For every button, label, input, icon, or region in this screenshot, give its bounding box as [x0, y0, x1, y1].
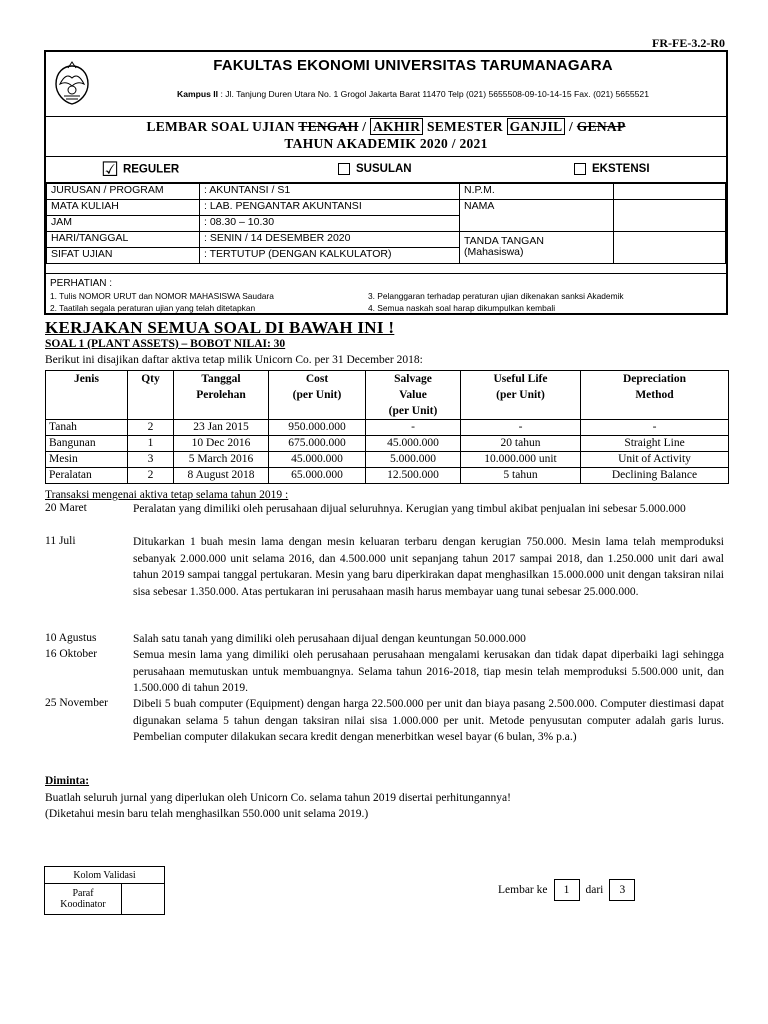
transaction-text: Peralatan yang dimiliki oleh perusahaan dijual seluruhnya. Kerugian yang timbul akibat penjualan ini sebesar 5.000.000 [133, 503, 686, 515]
table-row: Bangunan 1 10 Dec 2016 675.000.000 45.000.000 20 tahun Straight Line [46, 436, 729, 452]
exam-notes [46, 273, 726, 314]
campus-address [100, 89, 726, 99]
signature-field [614, 232, 726, 264]
info-value: : SENIN / 14 DESEMBER 2020 [200, 232, 460, 248]
transactions-heading: Transaksi mengenai aktiva tetap selama tahun 2019 : [45, 489, 289, 501]
transaction-date: 10 Agustus [45, 632, 97, 644]
validation-title: Kolom Validasi [45, 867, 165, 884]
transaction-date: 11 Juli [45, 535, 76, 547]
sheet-counter: Lembar ke 1 dari 3 [498, 879, 641, 901]
checkbox-icon [574, 163, 586, 175]
column-header: Qty [128, 371, 174, 420]
exam-title-prefix: LEMBAR SOAL UJIAN [146, 119, 295, 134]
column-header: Tanggal Perolehan [174, 371, 269, 420]
info-label: JURUSAN / PROGRAM [47, 184, 200, 200]
sheet-number: 1 [554, 879, 580, 901]
transaction-date: 16 Oktober [45, 648, 98, 660]
transaction-date: 25 November [45, 697, 108, 709]
option-susulan: SUSULAN [338, 163, 412, 175]
info-label: JAM [47, 216, 200, 232]
faculty-name: FAKULTAS EKONOMI UNIVERSITAS TARUMANAGARA [213, 57, 613, 74]
exam-title-semester: SEMESTER [426, 119, 503, 134]
checkbox-icon [338, 163, 350, 175]
info-value: : TERTUTUP (DENGAN KALKULATOR) [200, 248, 460, 264]
column-header: Jenis [46, 371, 128, 420]
exam-title: LEMBAR SOAL UJIAN TENGAH / AKHIR SEMESTER GANJIL / GENAP [146, 119, 626, 134]
info-label: SIFAT UJIAN [47, 248, 200, 264]
exam-title-tengah: TENGAH [298, 119, 359, 134]
signature-label: TANDA TANGAN (Mahasiswa) [460, 232, 614, 264]
info-row [47, 232, 726, 248]
campus-label: Kampus II [177, 89, 219, 99]
info-value: : 08.30 – 10.30 [200, 216, 460, 232]
exam-title-genap: GENAP [576, 119, 626, 134]
transaction-date: 20 Maret [45, 502, 87, 514]
exam-title-akhir: AKHIR [370, 118, 423, 135]
sheet-total: 3 [609, 879, 635, 901]
university-logo-icon [46, 52, 98, 116]
note-item: 2. Taatilah segala peraturan ujian yang telah ditetapkan [50, 303, 256, 313]
info-label: MATA KULIAH [47, 200, 200, 216]
nama-label: NAMA [460, 200, 614, 232]
note-item: 3. Pelanggaran terhadap peraturan ujian dikenakan sanksi Akademik [368, 291, 624, 301]
info-row [47, 184, 726, 200]
coordinator-signature-field [122, 884, 165, 915]
info-value: : AKUNTANSI / S1 [200, 184, 460, 200]
notes-title: PERHATIAN : [50, 278, 113, 289]
coordinator-label: Paraf Koodinator [45, 884, 122, 915]
column-header: Depreciation Method [581, 371, 729, 420]
option-reguler: ☑ REGULER [101, 159, 180, 181]
info-row [47, 200, 726, 216]
requirement-text: Buatlah seluruh jurnal yang diperlukan oleh Unicorn Co. selama tahun 2019 disertai perhitungannya! [45, 792, 511, 804]
transaction-text: Dibeli 5 buah computer (Equipment) dengan harga 22.500.000 per unit dan biaya pasang 2.500.000. Computer diestimasi dapat digunakan selama 5 tahun dengan taksiran nilai sisa 1.000.000 per unit. Metode penyusutan computer adalah garis lurus. Pembelian computer dilakukan secara kredit dengan menerbitkan wesel bayar (6 bulan, 3% p.a.) [133, 698, 724, 743]
info-label: HARI/TANGGAL [47, 232, 200, 248]
academic-year: TAHUN AKADEMIK 2020 / 2021 [284, 136, 488, 151]
form-code: FR-FE-3.2-R0 [652, 36, 725, 50]
table-row: Mesin 3 5 March 2016 45.000.000 5.000.000 10.000.000 unit Unit of Activity [46, 452, 729, 468]
column-header: Cost (per Unit) [269, 371, 366, 420]
npm-field [614, 184, 726, 200]
note-item: 4. Semua naskah soal harap dikumpulkan kembali [368, 303, 556, 313]
campus-address-text: : Jl. Tanjung Duren Utara No. 1 Grogol Jakarta Barat 11470 Telp (021) 5655508-09-10-14-15 Fax. (021) 5655521 [220, 89, 649, 99]
exam-title-ganjil: GANJIL [507, 118, 566, 135]
transaction-text: Ditukarkan 1 buah mesin lama dengan mesin keluaran terbaru dengan kerugian 750.000. Mesin lama telah memproduksi sebanyak 2.000.000 unit selama 2016, dan 4.500.000 unit sepanjang tahun 2017 sampai 2018, dan 1.250.000 unit dari awal tahun 2019 sampai tanggal pertukaran. Mesin yang baru diperkirakan dapat menghasilkan 15.000.000 unit dengan taksiran nilai sisa sebesar 1.350.000. Atas pertukaran ini perusahaan masih harus membayar uang tunai sebesar 25.000.000. [133, 536, 724, 598]
transaction-text: Semua mesin lama yang dimiliki oleh perusahaan perusahaan mengalami kerusakan dan tidak dapat diperbaiki lagi sehingga perusahaan memutuskan untuk membuangnya. Selama tahun 2016-2018, tiap mesin telah memproduksi 5.500.000 unit, dan 1.500.000 di tahun 2019. [133, 649, 724, 694]
requirements-heading: Diminta: [45, 775, 90, 787]
npm-label: N.P.M. [460, 184, 614, 200]
note-item: 1. Tulis NOMOR URUT dan NOMOR MAHASISWA Saudara [50, 291, 274, 301]
header-divider [46, 116, 726, 117]
main-heading: KERJAKAN SEMUA SOAL DI BAWAH INI ! [45, 318, 395, 337]
option-ekstensi: EKSTENSI [574, 163, 650, 175]
table-row: Tanah 2 23 Jan 2015 950.000.000 - - - [46, 420, 729, 436]
fixed-assets-table [45, 370, 729, 484]
nama-field [614, 200, 726, 232]
question-intro: Berikut ini disajikan daftar aktiva tetap milik Unicorn Co. per 31 December 2018: [45, 354, 423, 366]
requirement-note: (Diketahui mesin baru telah menghasilkan 550.000 unit selama 2019.) [45, 808, 369, 820]
checked-checkbox-icon: ☑ [101, 159, 119, 181]
info-value: : LAB. PENGANTAR AKUNTANSI [200, 200, 460, 216]
column-header: Useful Life (per Unit) [461, 371, 581, 420]
table-row: Peralatan 2 8 August 2018 65.000.000 12.500.000 5 tahun Declining Balance [46, 468, 729, 484]
exam-info-table [46, 183, 726, 264]
transaction-text: Salah satu tanah yang dimiliki oleh perusahaan dijual dengan keuntungan 50.000.000 [133, 633, 526, 645]
column-header: Salvage Value (per Unit) [366, 371, 461, 420]
validation-box [44, 866, 165, 915]
table-header-row [46, 371, 729, 420]
question-heading: SOAL 1 (PLANT ASSETS) – BOBOT NILAI: 30 [45, 338, 286, 350]
